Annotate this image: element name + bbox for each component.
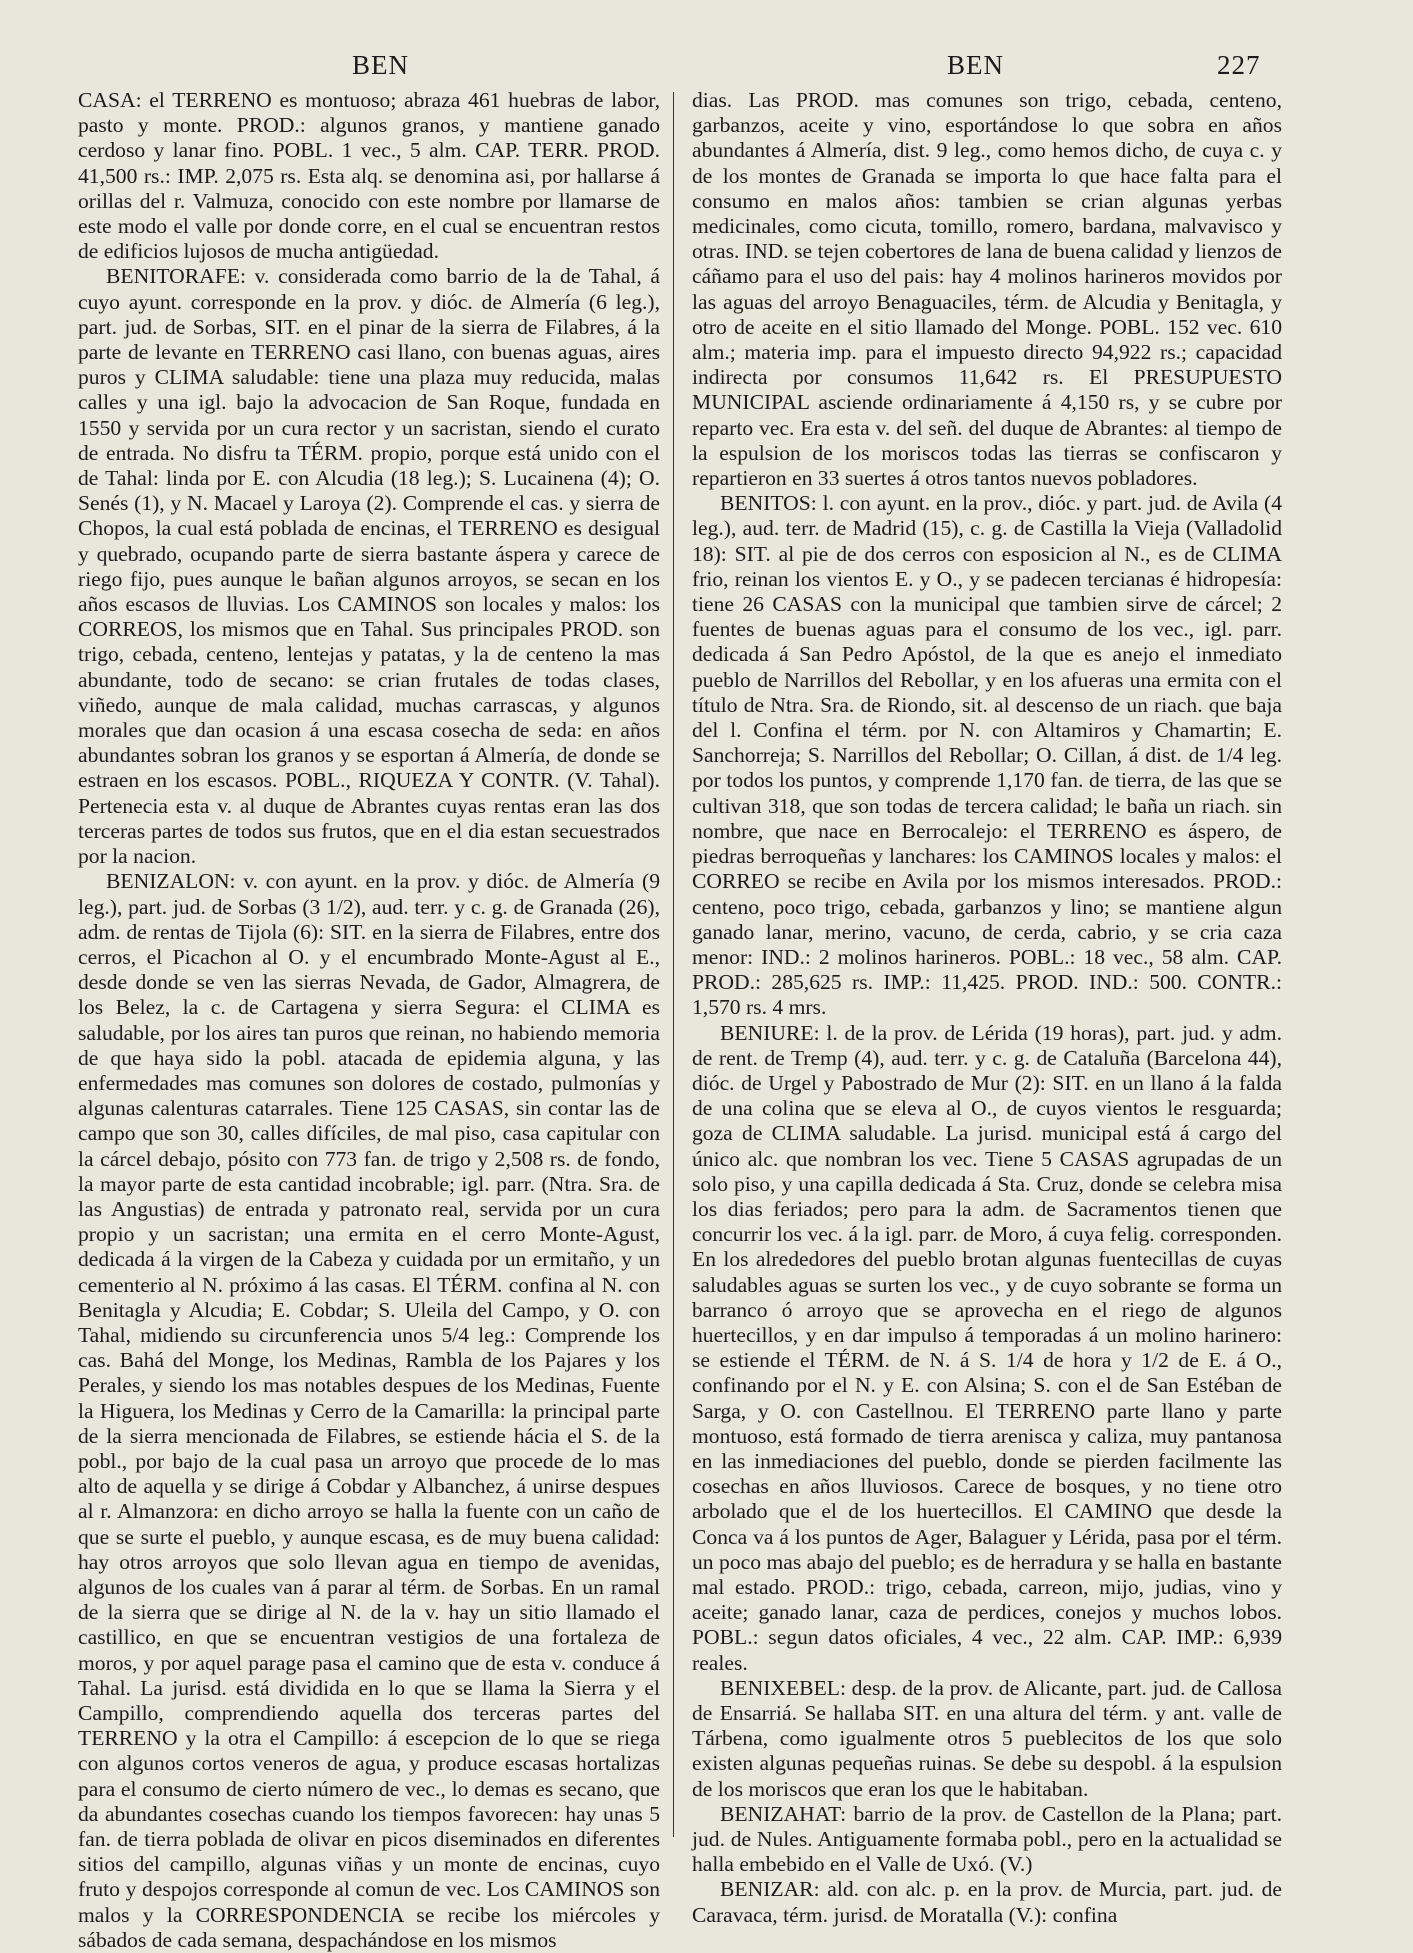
left-column [78, 88, 660, 1953]
entry-benixebel: BENIXEBEL: desp. de la prov. de Alicante, part. jud. de Callosa de Ensarriá. Se hallaba SIT. en una altura del térm. y ant. valle de Tárbena, como igualmente otros 5 pueblecitos de los que solo existen algunas pequeñas ruinas. Se debe su despobl. á la espulsion de los moriscos que eran los que le habitaban. [692, 1675, 1282, 1801]
entry-beniure: BENIURE: l. de la prov. de Lérida (19 horas), part. jud. y adm. de rent. de Tremp (4), aud. terr. y c. g. de Cataluña (Barcelona 44), dióc. de Urgel y Pabostrado de Mur (2): SIT. en un llano á la falda de una colina que se eleva al O., de cuyos vientos le resguarda; goza de CLIMA saludable. La jurisd. municipal está á cargo del único alc. que nombran los vec. Tiene 5 CASAS agrupadas de un solo piso, y una capilla dedicada á Sta. Cruz, donde se celebra misa los dias feriados; pero para la adm. de Sacramentos tienen que concurrir los vec. á la igl. parr. de Moro, á cuya felig. corresponden. En los alrededores del pueblo brotan algunas fuentecillas de cuyas saludables aguas se surten los vec., y de cuyo sobrante se forma un barranco ó arroyo que se aprovecha en el riego de algunos huertecillos, y en dar impulso á temporadas á un molino harinero: se estiende el TÉRM. de N. á S. 1/4 de hora y 1/2 de E. á O., confinando por el N. y E. con Alsina; S. con el de San Estéban de Sarga, y O. con Castellnou. El TERRENO parte llano y parte montuoso, está formado de tierra arenisca y caliza, muy pantanosa en las inmediaciones del pueblo, donde se pierden facilmente las cosechas en años lluviosos. Carece de bosques, y no tiene otro arbolado que el de los huertecillos. El CAMINO que desde la Conca va á los puntos de Ager, Balaguer y Lérida, pasa por el térm. un poco mas abajo del pueblo; es de herradura y se halla en bastante mal estado. PROD.: trigo, cebada, carreon, mijo, judias, vino y aceite; ganado lanar, caza de perdices, conejos y muchos lobos. POBL.: segun datos oficiales, 4 vec., 22 alm. CAP. IMP.: 6,939 reales. [692, 1020, 1282, 1675]
entry-benitos: BENITOS: l. con ayunt. en la prov., dióc. y part. jud. de Avila (4 leg.), aud. terr. de Madrid (15), c. g. de Castilla la Vieja (Valladolid 18): SIT. al pie de dos cerros con esposicion al N., es de CLIMA frio, reinan los vientos E. y O., y se padecen tercianas é hidropesía: tiene 26 CASAS con la municipal que tambien sirve de cárcel; 2 fuentes de buenas aguas para el consumo de los vec., igl. parr. dedicada á San Pedro Apóstol, de la que es anejo el inmediato pueblo de Narrillos del Rebollar, y en los afueras una ermita con el título de Ntra. Sra. de Riondo, sit. al descenso de un riach. que baja del l. Confina el térm. por N. con Altamiros y Chamartin; E. Sanchorreja; S. Narrillos del Rebollar; O. Cillan, á dist. de 1/4 leg. por todos los puntos, y comprende 1,170 fan. de tierra, de las que se cultivan 318, que son todas de tercera calidad; le baña un riach. sin nombre, que nace en Berrocalejo: el TERRENO es áspero, de piedras berroqueñas y lanchares: los CAMINOS locales y malos: el CORREO se recibe en Avila por los mismos interesados. PROD.: centeno, poco trigo, cebada, garbanzos y lino; se mantiene algun ganado lanar, merino, vacuno, de cerda, cabrio, y se cria caza menor: IND.: 2 molinos harineros. POBL.: 18 vec., 58 alm. CAP. PROD.: 285,625 rs. IMP.: 11,425. PROD. IND.: 500. CONTR.: 1,570 rs. 4 mrs. [692, 491, 1282, 1020]
entry-benizahat: BENIZAHAT: barrio de la prov. de Castellon de la Plana; part. jud. de Nules. Antiguamente formaba pobl., pero en la actualidad se halla embebido en el Valle de Uxó. (V.) [692, 1801, 1282, 1877]
page-number: 227 [1217, 50, 1261, 80]
running-head-left: BEN [352, 50, 409, 80]
right-column [692, 88, 1282, 1928]
entry-benizar: BENIZAR: ald. con alc. p. en la prov. de Murcia, part. jud. de Caravaca, térm. jurisd. de Moratalla (V.): confina [692, 1877, 1282, 1927]
running-head-center: BEN [947, 50, 1004, 80]
entry-casa-continuation: CASA: el TERRENO es montuoso; abraza 461 huebras de labor, pasto y monte. PROD.: algunos granos, y mantiene ganado cerdoso y lanar fino. POBL. 1 vec., 5 alm. CAP. TERR. PROD. 41,500 rs.: IMP. 2,075 rs. Esta alq. se denomina asi, por hallarse á orillas del r. Valmuza, conocido con este nombre por llamarse de este modo el valle por donde corre, en el cual se encuentran restos de edificios lujosos de mucha antigüedad. [78, 88, 660, 264]
entry-benizalon-continuation: dias. Las PROD. mas comunes son trigo, cebada, centeno, garbanzos, aceite y vino, esportándose lo que sobra en años abundantes á Almería, dist. 9 leg., como hemos dicho, de cuya c. y de los montes de Granada se importa lo que hace falta para el consumo en malos años: tambien se crian algunas yerbas medicinales, como cicuta, tomillo, romero, bardana, malvavisco y otras. IND. se tejen cobertores de lana de buena calidad y lienzos de cáñamo para el uso del pais: hay 4 molinos harineros movidos por las aguas del arroyo Benaguaciles, térm. de Alcudia y Benitagla, y otro de aceite en el sitio llamado del Monge. POBL. 152 vec. 610 alm.; materia imp. para el impuesto directo 94,922 rs.; capacidad indirecta por consumos 11,642 rs. El PRESUPUESTO MUNICIPAL asciende ordinariamente á 4,150 rs, y se cubre por reparto vec. Era esta v. del señ. del duque de Abrantes: al tiempo de la espulsion de los moriscos todas las tierras se confiscaron y repartieron en 33 suertes á otros tantos nuevos pobladores. [692, 88, 1282, 491]
entry-benitorafe: BENITORAFE: v. considerada como barrio de la de Tahal, á cuyo ayunt. corresponde en la prov. y dióc. de Almería (6 leg.), part. jud. de Sorbas, SIT. en el pinar de la sierra de Filabres, á la parte de levante en TERRENO casi llano, con buenas aguas, aires puros y CLIMA saludable: tiene una plaza muy reducida, malas calles y una igl. bajo la advocacion de San Roque, fundada en 1550 y servida por un cura rector y un sacristan, siendo el curato de entrada. No disfru ta TÉRM. propio, porque está unido con el de Tahal: linda por E. con Alcudia (18 leg.); S. Lucainena (4); O. Senés (1), y N. Macael y Laroya (2). Comprende el cas. y sierra de Chopos, la cual está poblada de encinas, el TERRENO es desigual y quebrado, ocupando parte de sierra bastante áspera y carece de riego fijo, pues aunque le bañan algunos arroyos, se secan en los años escasos de lluvias. Los CAMINOS son locales y malos: los CORREOS, los mismos que en Tahal. Sus principales PROD. son trigo, cebada, centeno, lentejas y patatas, y la de centeno la mas abundante, todo de secano: se crian frutales de todas clases, viñedo, aunque de mala calidad, muchas carrascas, y algunos morales que dan ocasion á una escasa cosecha de seda: en años abundantes sobran los granos y se esportan á Almería, de donde se estraen en los escasos. POBL., RIQUEZA Y CONTR. (V. Tahal). Pertenecia esta v. al duque de Abrantes cuyas rentas eran las dos terceras partes de todos sus frutos, que en el dia estan secuestrados por la nacion. [78, 264, 660, 869]
column-divider [673, 92, 674, 1837]
entry-benizalon: BENIZALON: v. con ayunt. en la prov. y dióc. de Almería (9 leg.), part. jud. de Sorbas (3 1/2), aud. terr. y c. g. de Granada (26), adm. de rentas de Tijola (6): SIT. en la sierra de Filabres, entre dos cerros, el Picachon al O. y el encumbrado Monte-Agust al E., desde donde se ven las sierras Nevada, de Gador, Almagrera, de los Belez, la c. de Cartagena y sierra Segura: el CLIMA es saludable, por los aires tan puros que reinan, no habiendo memoria de que haya sido la pobl. atacada de epidemia alguna, y las enfermedades mas comunes son dolores de costado, pulmonías y algunas calenturas catarrales. Tiene 125 CASAS, sin contar las de campo que son 30, calles difíciles, de mal piso, casa capitular con la cárcel debajo, pósito con 773 fan. de trigo y 2,508 rs. de fondo, la mayor parte de esta cantidad incobrable; igl. parr. (Ntra. Sra. de las Angustias) de entrada y patronato real, servida por un cura propio y un sacristan; una ermita en el cerro Monte-Agust, dedicada á la virgen de la Cabeza y cuidada por un ermitaño, y un cementerio al N. próximo á las casas. El TÉRM. confina al N. con Benitagla y Alcudia; E. Cobdar; S. Uleila del Campo, y O. con Tahal, midiendo su circunferencia unos 5/4 leg.: Comprende los cas. Bahá del Monge, los Medinas, Rambla de los Pajares y los Perales, y siendo los mas notables despues de los Medinas, Fuente la Higuera, los Medinas y Cerro de la Camarilla: la principal parte de la sierra mencionada de Filabres, se estiende hácia el S. de la pobl., por bajo de la cual pasa un arroyo que procede de lo mas alto de aquella y se dirige á Cobdar y Albanchez, á unirse despues al r. Almanzora: en dicho arroyo se halla la fuente con un caño de que se surte el pueblo, y aunque escasa, es de muy buena calidad: hay otros arroyos que solo llevan agua en tiempo de avenidas, algunos de los cuales van á parar al térm. de Sorbas. En un ramal de la sierra que se dirige al N. de la v. hay un sitio llamado el castillico, en que se encuentran vestigios de una fortaleza de moros, y por aquel parage pasa el camino que de esta v. conduce á Tahal. La jurisd. está dividida en lo que se llama la Sierra y el Campillo, comprendiendo aquella dos terceras partes del TERRENO y la otra el Campillo: á escepcion de lo que se riega con algunos cortos veneros de agua, y produce escasas hortalizas para el consumo de cierto número de vec., lo demas es secano, que da abundantes cosechas cuando los tiempos favorecen: hay unas 5 fan. de tierra poblada de olivar en picos diseminados en diferentes sitios del campillo, algunas viñas y un monte de encinas, cuyo fruto y despojos corresponde al comun de vec. Los CAMINOS son malos y la CORRESPONDENCIA se recibe los miércoles y sábados de cada semana, despachándose en los mismos [78, 869, 660, 1952]
